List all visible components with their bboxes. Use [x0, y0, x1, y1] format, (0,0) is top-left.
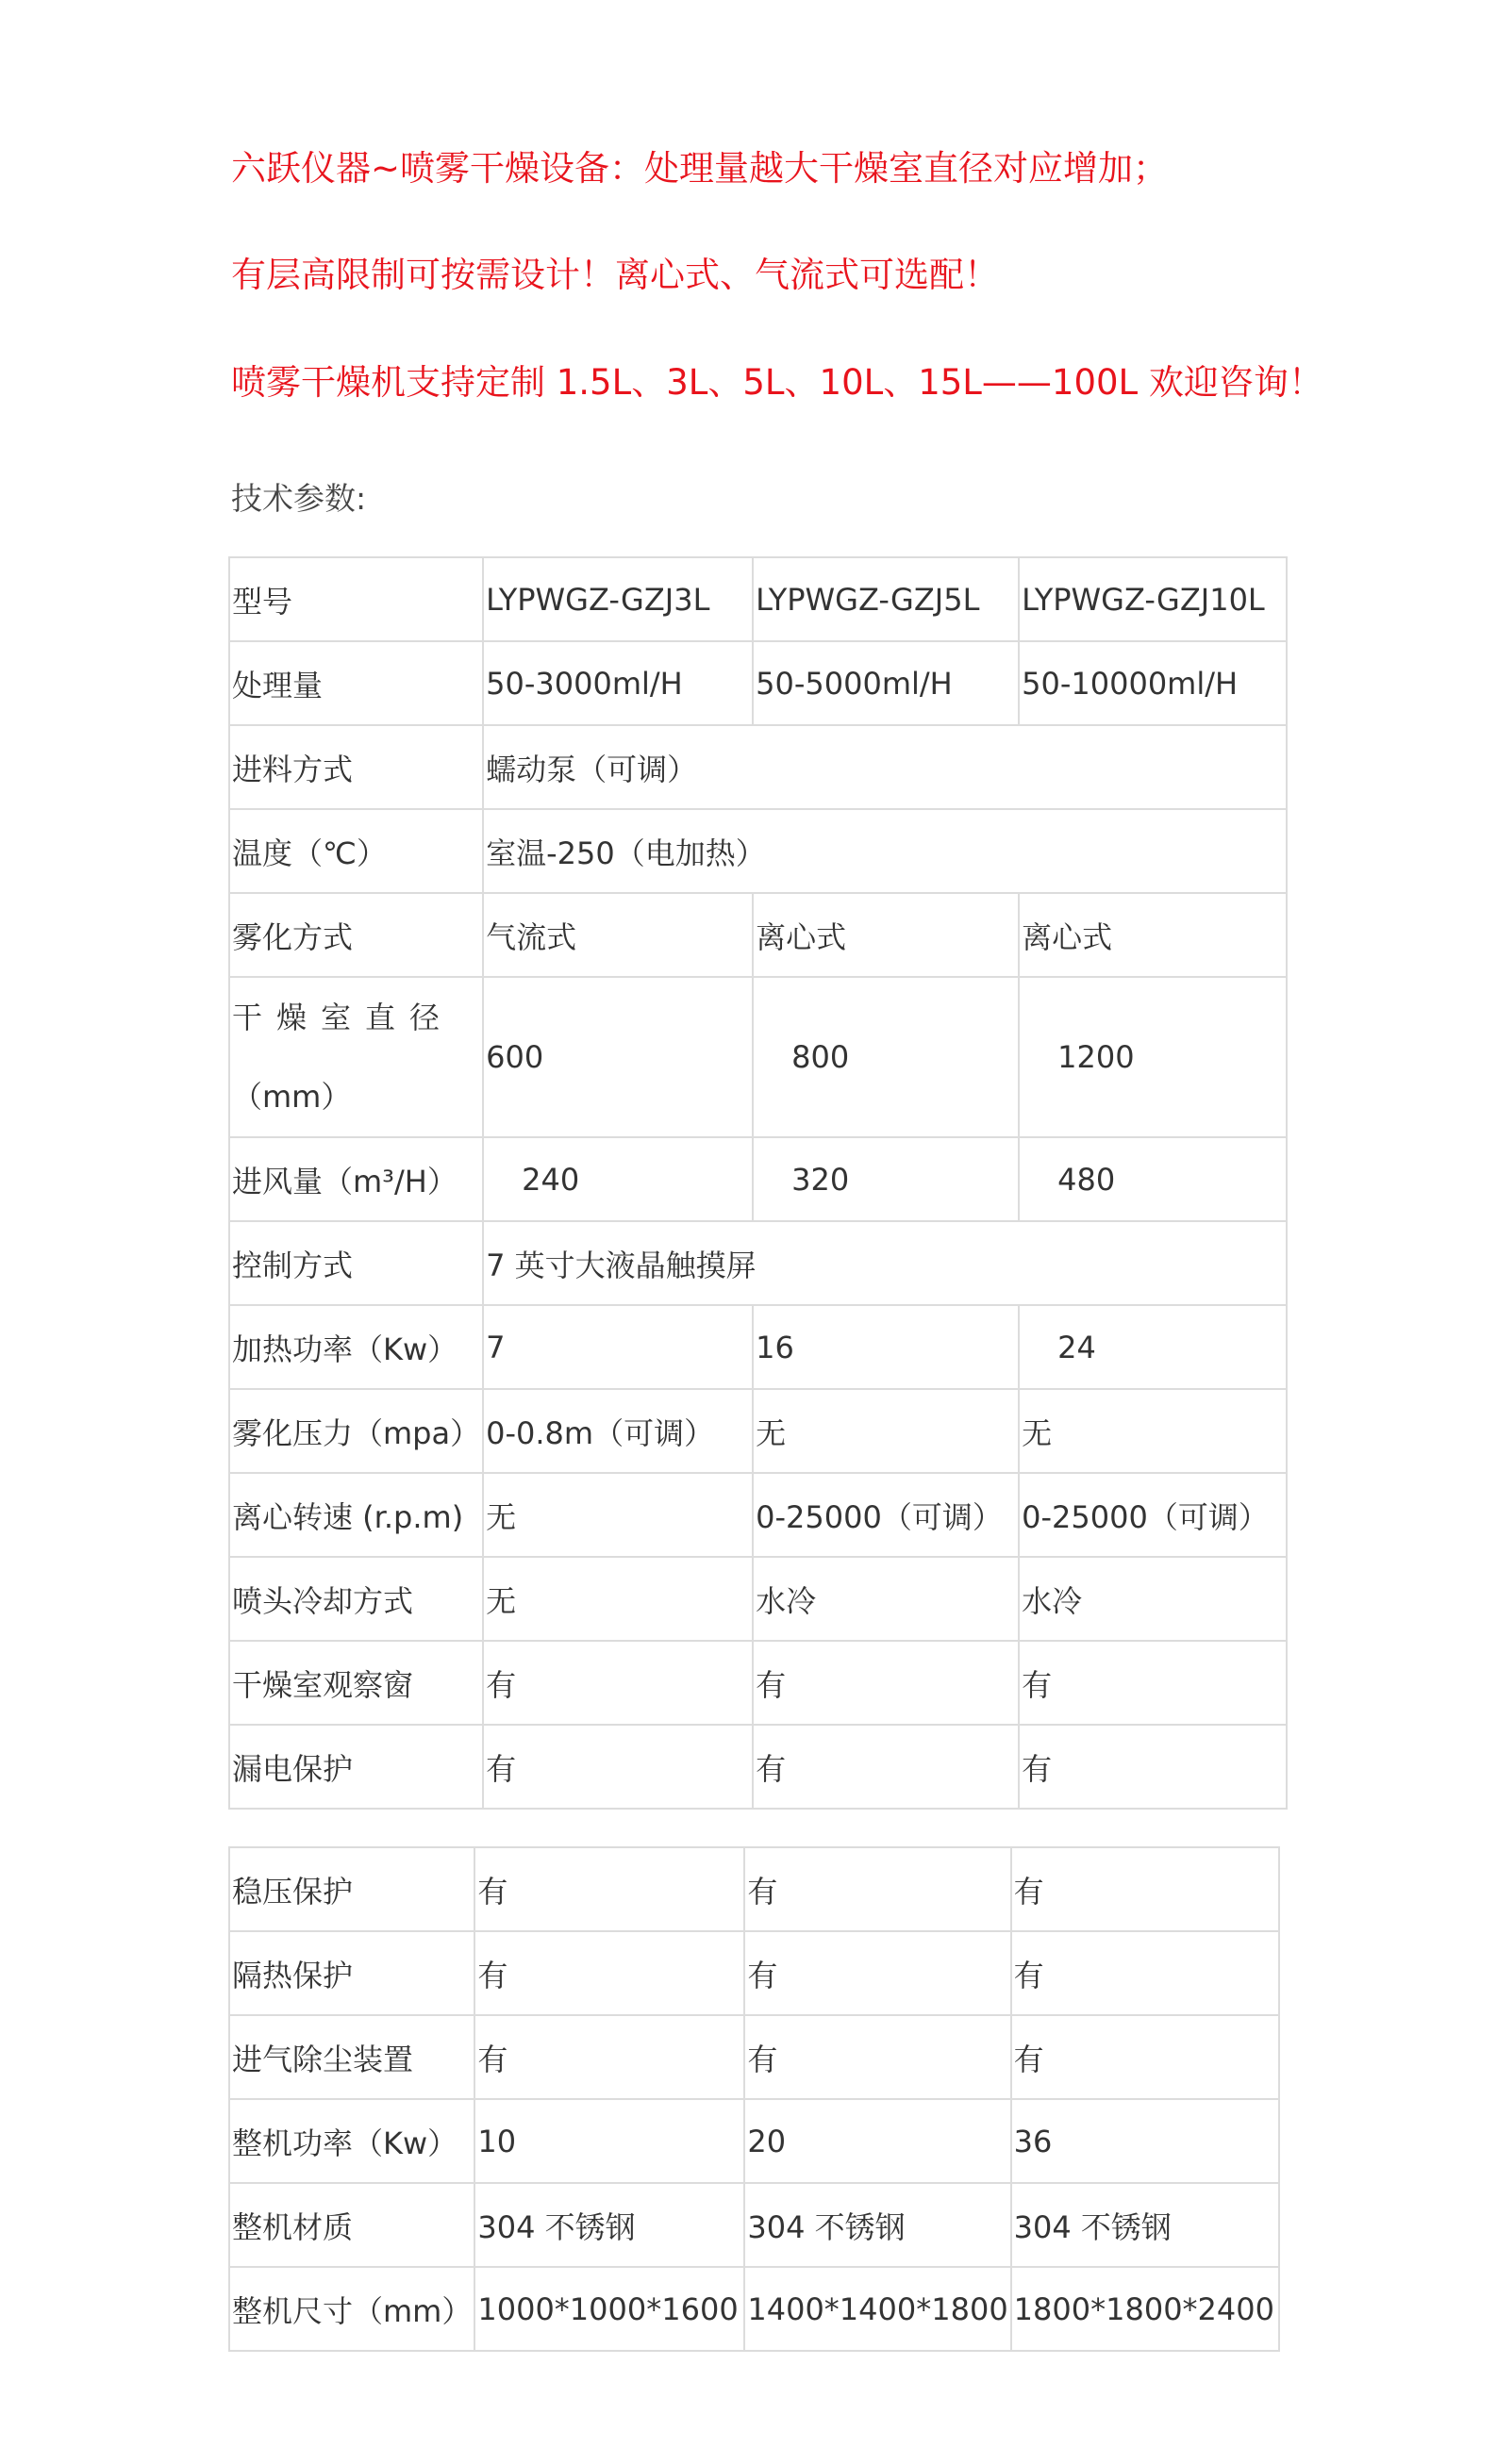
- table-row: [229, 1221, 1287, 1305]
- row-label-line-1: 干燥室直径: [232, 1000, 455, 1035]
- table-row: [229, 557, 1287, 641]
- table-cell: 有: [483, 1725, 753, 1809]
- table-cell: 304 不锈钢: [1011, 2183, 1279, 2267]
- row-label: 雾化方式: [229, 893, 483, 977]
- table-row: [229, 1137, 1287, 1221]
- table-cell: 800: [753, 977, 1019, 1137]
- table-cell: 24: [1019, 1305, 1287, 1389]
- table-cell: 有: [1011, 2015, 1279, 2099]
- table-cell: 气流式: [483, 893, 753, 977]
- table-cell: 有: [474, 1847, 744, 1931]
- row-label: 干燥室观察窗: [229, 1641, 483, 1725]
- table-cell: 1800*1800*2400: [1011, 2267, 1279, 2351]
- headline-1: 六跃仪器~喷雾干燥设备：处理量越大干燥室直径对应增加；: [231, 148, 1169, 189]
- table-row: [229, 1389, 1287, 1473]
- table-cell: 50-10000ml/H: [1019, 641, 1287, 725]
- row-label: 雾化压力（mpa）: [229, 1389, 483, 1473]
- table-cell: 1000*1000*1600: [474, 2267, 744, 2351]
- table-cell: 有: [753, 1641, 1019, 1725]
- table-row: [229, 2099, 1279, 2183]
- row-label-line-2: （mm）: [232, 1079, 352, 1115]
- row-label: 漏电保护: [229, 1725, 483, 1809]
- table-cell: 有: [474, 1931, 744, 2015]
- table-row: [229, 1305, 1287, 1389]
- table-cell: 无: [483, 1473, 753, 1557]
- row-label: 隔热保护: [229, 1931, 474, 2015]
- row-label: [229, 977, 483, 1137]
- table-cell: LYPWGZ-GZJ3L: [483, 557, 753, 641]
- table-row: [229, 641, 1287, 725]
- table-row: [229, 1725, 1287, 1809]
- table-cell: 1200: [1019, 977, 1287, 1137]
- table-row: [229, 725, 1287, 809]
- table-cell: 有: [1019, 1641, 1287, 1725]
- headline-3: 喷雾干燥机支持定制 1.5L、3L、5L、10L、15L——100L 欢迎咨询！: [231, 362, 1323, 403]
- row-label: 进风量（m³/H）: [229, 1137, 483, 1221]
- table-cell: 480: [1019, 1137, 1287, 1221]
- table-cell: 320: [753, 1137, 1019, 1221]
- row-label: 稳压保护: [229, 1847, 474, 1931]
- table-cell: 有: [753, 1725, 1019, 1809]
- table-row: [229, 2183, 1279, 2267]
- table-cell: 50-5000ml/H: [753, 641, 1019, 725]
- row-label: 控制方式: [229, 1221, 483, 1305]
- row-label: 加热功率（Kw）: [229, 1305, 483, 1389]
- table-cell: 10: [474, 2099, 744, 2183]
- row-label: 离心转速 (r.p.m): [229, 1473, 483, 1557]
- table-cell: 有: [1011, 1847, 1279, 1931]
- table-cell: 有: [1019, 1725, 1287, 1809]
- table-cell: 36: [1011, 2099, 1279, 2183]
- table-row: [229, 1473, 1287, 1557]
- spec-table-top: [228, 556, 1288, 1810]
- table-cell: 无: [483, 1557, 753, 1641]
- table-row: [229, 977, 1287, 1137]
- table-cell: 有: [744, 2015, 1010, 2099]
- row-label: 整机材质: [229, 2183, 474, 2267]
- table-cell: 有: [744, 1931, 1010, 2015]
- table-cell: 7: [483, 1305, 753, 1389]
- table-cell: 20: [744, 2099, 1010, 2183]
- table-cell: 有: [483, 1641, 753, 1725]
- table-cell: 有: [474, 2015, 744, 2099]
- table-cell: 600: [483, 977, 753, 1137]
- table-row: [229, 893, 1287, 977]
- table-cell: 50-3000ml/H: [483, 641, 753, 725]
- table-cell: 0-0.8m（可调）: [483, 1389, 753, 1473]
- table-row: [229, 2267, 1279, 2351]
- row-label: 进料方式: [229, 725, 483, 809]
- table-cell: 离心式: [1019, 893, 1287, 977]
- table-row: [229, 1931, 1279, 2015]
- table-cell: 7 英寸大液晶触摸屏: [483, 1221, 1287, 1305]
- table-cell: 240: [483, 1137, 753, 1221]
- table-cell: 蠕动泵（可调）: [483, 725, 1287, 809]
- table-cell: 1400*1400*1800: [744, 2267, 1010, 2351]
- table-row: [229, 1557, 1287, 1641]
- table-cell: 无: [753, 1389, 1019, 1473]
- headline-2: 有层高限制可按需设计！离心式、气流式可选配！: [231, 255, 999, 295]
- table-cell: LYPWGZ-GZJ10L: [1019, 557, 1287, 641]
- table-cell: 室温-250（电加热）: [483, 809, 1287, 893]
- spec-subtitle: 技术参数:: [231, 480, 367, 517]
- spec-table-bottom: [228, 1846, 1280, 2352]
- row-label: 喷头冷却方式: [229, 1557, 483, 1641]
- table-cell: 16: [753, 1305, 1019, 1389]
- row-label: 型号: [229, 557, 483, 641]
- row-label: 进气除尘装置: [229, 2015, 474, 2099]
- table-cell: 无: [1019, 1389, 1287, 1473]
- row-label: 整机尺寸（mm）: [229, 2267, 474, 2351]
- row-label: 处理量: [229, 641, 483, 725]
- table-row: [229, 809, 1287, 893]
- table-cell: 0-25000（可调）: [1019, 1473, 1287, 1557]
- table-cell: 304 不锈钢: [744, 2183, 1010, 2267]
- table-row: [229, 2015, 1279, 2099]
- table-cell: 离心式: [753, 893, 1019, 977]
- table-row: [229, 1641, 1287, 1725]
- table-cell: 有: [744, 1847, 1010, 1931]
- table-row: [229, 1847, 1279, 1931]
- table-cell: 304 不锈钢: [474, 2183, 744, 2267]
- table-cell: 有: [1011, 1931, 1279, 2015]
- row-label: 整机功率（Kw）: [229, 2099, 474, 2183]
- table-cell: LYPWGZ-GZJ5L: [753, 557, 1019, 641]
- row-label: 温度（℃）: [229, 809, 483, 893]
- table-cell: 0-25000（可调）: [753, 1473, 1019, 1557]
- table-cell: 水冷: [753, 1557, 1019, 1641]
- table-cell: 水冷: [1019, 1557, 1287, 1641]
